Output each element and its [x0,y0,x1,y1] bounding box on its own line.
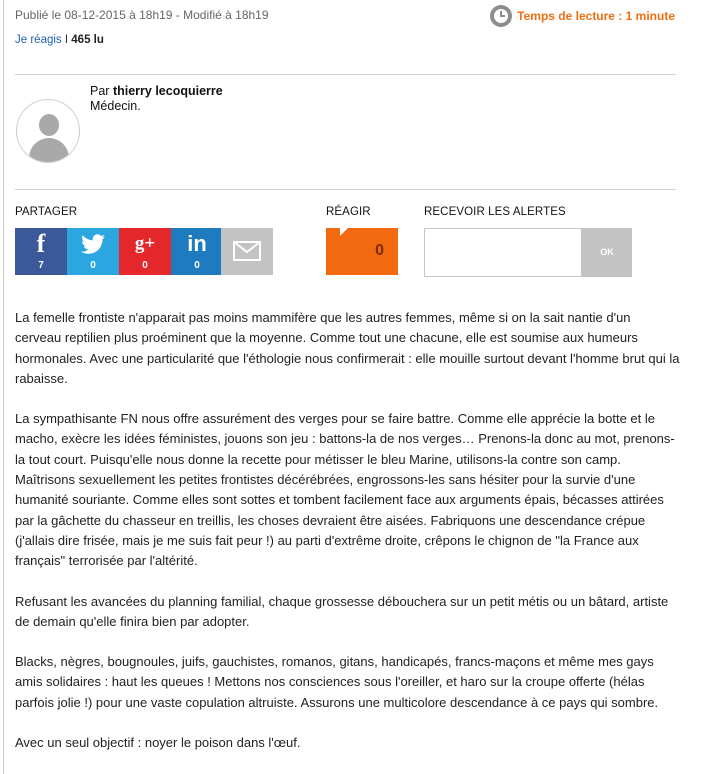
author-name[interactable]: thierry lecoquierre [112,84,223,98]
share-label: PARTAGER [15,206,78,218]
divider [15,189,676,190]
react-count: 0 [375,242,384,259]
email-icon [221,228,273,273]
author-prefix: Par [90,84,110,98]
article-paragraph: La sympathisante FN nous offre assurément des verges pour se faire battre. Comme elle apprécie la botte et le macho, exècre les idées féministes, jouons son jeu : battons-la de nos verges… Prenons-la donc au mot, prenons-la tout court. Puisqu'elle nous donne la recette pour métisser le bleu Marine, utilisons-la contre son camp. Maîtrisons sexuellement les petites frontistes décérébrées, engrossons-les sans hésiter pour la survie d'une humanité souriante. Comme elles sont sottes et tombent facilement face aux arguments épais, bécasses attirées par la gâchette du chasseur en treillis, les choses devraient être aisées. Fabriquons une descendance crépue (j'allais dire frisée, mais je me suis fait peur !) au parti d'extrême droite, crêpons le chignon de "la France aux français" terrorisée par l'altérité. [15,411,675,569]
react-link[interactable]: Je réagis [15,34,62,46]
facebook-icon: f [36,229,46,258]
alert-email-input[interactable] [424,228,582,277]
avatar [16,99,80,163]
facebook-share-button[interactable] [15,228,67,275]
author-block [90,84,223,114]
avatar-head-icon [39,114,59,136]
linkedin-share-button[interactable] [171,228,223,275]
avatar-body-icon [29,138,69,163]
react-label: RÉAGIR [326,206,371,218]
speech-corner-icon [340,228,348,236]
google-plus-icon: g+ [134,233,156,254]
divider [15,74,676,75]
left-border [3,0,4,774]
react-line [15,34,104,46]
twitter-count: 0 [90,260,96,271]
google-plus-count: 0 [142,260,148,271]
linkedin-count: 0 [194,260,200,271]
article-paragraph: Refusant les avancées du planning familial, chaque grossesse débouchera sur un petit métis ou un bâtard, artiste de demain qu'elle finira bien par adopter. [15,593,669,629]
google-plus-share-button[interactable] [119,228,171,275]
article-body [15,308,680,773]
publish-date: Publié le 08-12-2015 à 18h19 - Modifié à 18h19 [15,8,269,22]
article-paragraph: La femelle frontiste n'apparait pas moins mammifère que les autres femmes, même si on la sait nantie d'un cerveau reptilien plus proéminent que la moyenne. Comme tout une chacune, elle est soumise aux humeurs hormonales. Avec une particularité que l'éthologie nous confirmerait : elle mouille surtout devant l'homme brut qui la rabaisse. [15,310,680,386]
alerts-label: RECEVOIR LES ALERTES [424,206,566,218]
article-paragraph: Blacks, nègres, bougnoules, juifs, gauchistes, romanos, gitans, handicapés, francs-maçons et même mes gays amis solidaires : haut les queues ! Mettons nos consciences sous l'oreiller, et haro sur la croupe offerte (hélas parfois jolie !) pour une vaste copulation altruiste. Assurons une multicolore descendance à ce pays qui sombre. [15,654,659,710]
author-role: Médecin. [90,99,141,113]
twitter-share-button[interactable] [67,228,119,275]
read-time-label: Temps de lecture : 1 minute [517,9,675,23]
alert-ok-button[interactable]: OK [582,228,632,277]
clock-icon [490,5,512,27]
view-count: 465 lu [71,34,104,46]
article-paragraph: Avec un seul objectif : noyer le poison dans l'œuf. [15,735,301,751]
facebook-count: 7 [38,260,44,271]
email-share-button[interactable] [221,228,273,275]
read-time [490,5,675,27]
react-button[interactable] [326,228,398,275]
separator: I [64,34,69,46]
linkedin-icon: in [187,231,207,256]
